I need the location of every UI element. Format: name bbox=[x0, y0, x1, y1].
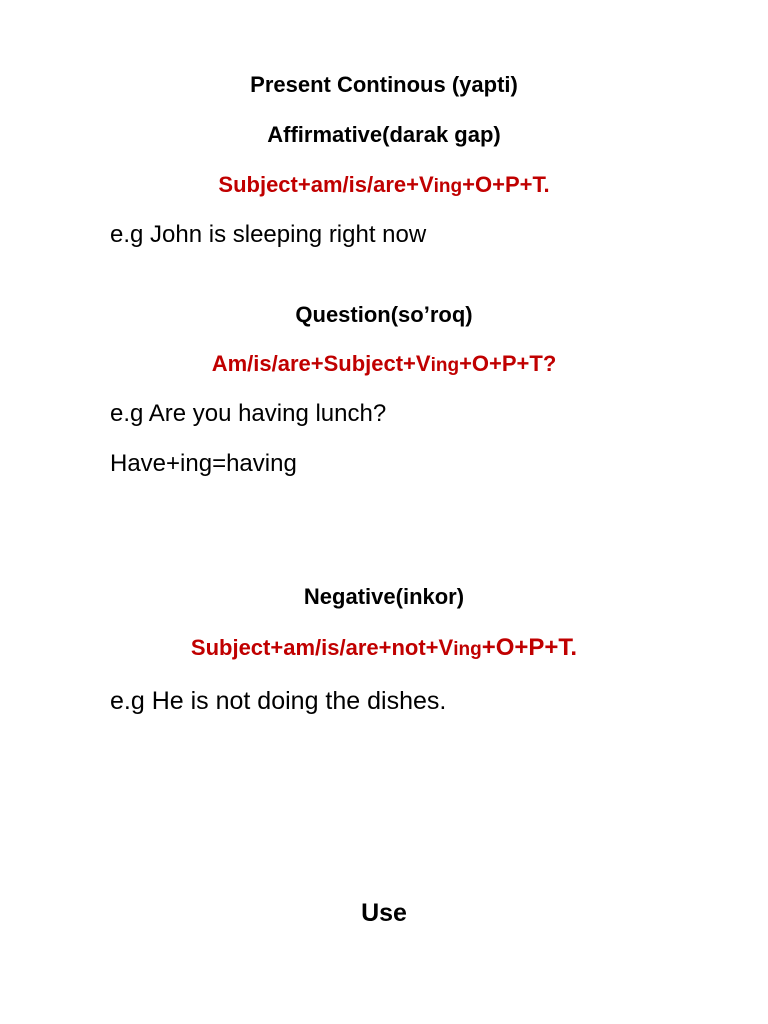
negative-formula bbox=[0, 636, 768, 660]
question-heading: Question(so’roq) bbox=[295, 302, 473, 327]
page-title: Present Continous (yapti) bbox=[250, 72, 518, 97]
affirmative-example: e.g John is sleeping right now bbox=[110, 221, 427, 248]
use-heading: Use bbox=[361, 899, 407, 927]
affirmative-formula bbox=[0, 174, 768, 196]
negative-example: e.g He is not doing the dishes. bbox=[110, 687, 447, 715]
question-note: Have+ing=having bbox=[110, 450, 297, 477]
question-formula-part1: Am/is/are+Subject+V bbox=[211, 351, 431, 376]
affirmative-formula-part1: Subject+am/is/are+V bbox=[218, 172, 434, 197]
negative-formula-ing: ing bbox=[453, 639, 482, 660]
question-example: e.g Are you having lunch? bbox=[110, 400, 387, 427]
question-formula-ing: ing bbox=[430, 355, 460, 376]
affirmative-heading: Affirmative(darak gap) bbox=[267, 122, 501, 147]
question-formula bbox=[0, 353, 768, 375]
affirmative-formula-ing: ing bbox=[433, 176, 463, 197]
negative-formula-part3: +O+P+T. bbox=[481, 634, 578, 661]
negative-formula-part1: Subject+am/is/are+not+V bbox=[190, 635, 454, 660]
negative-heading: Negative(inkor) bbox=[303, 584, 465, 609]
question-formula-part3: +O+P+T? bbox=[459, 351, 557, 376]
affirmative-formula-part3: +O+P+T. bbox=[462, 172, 550, 197]
